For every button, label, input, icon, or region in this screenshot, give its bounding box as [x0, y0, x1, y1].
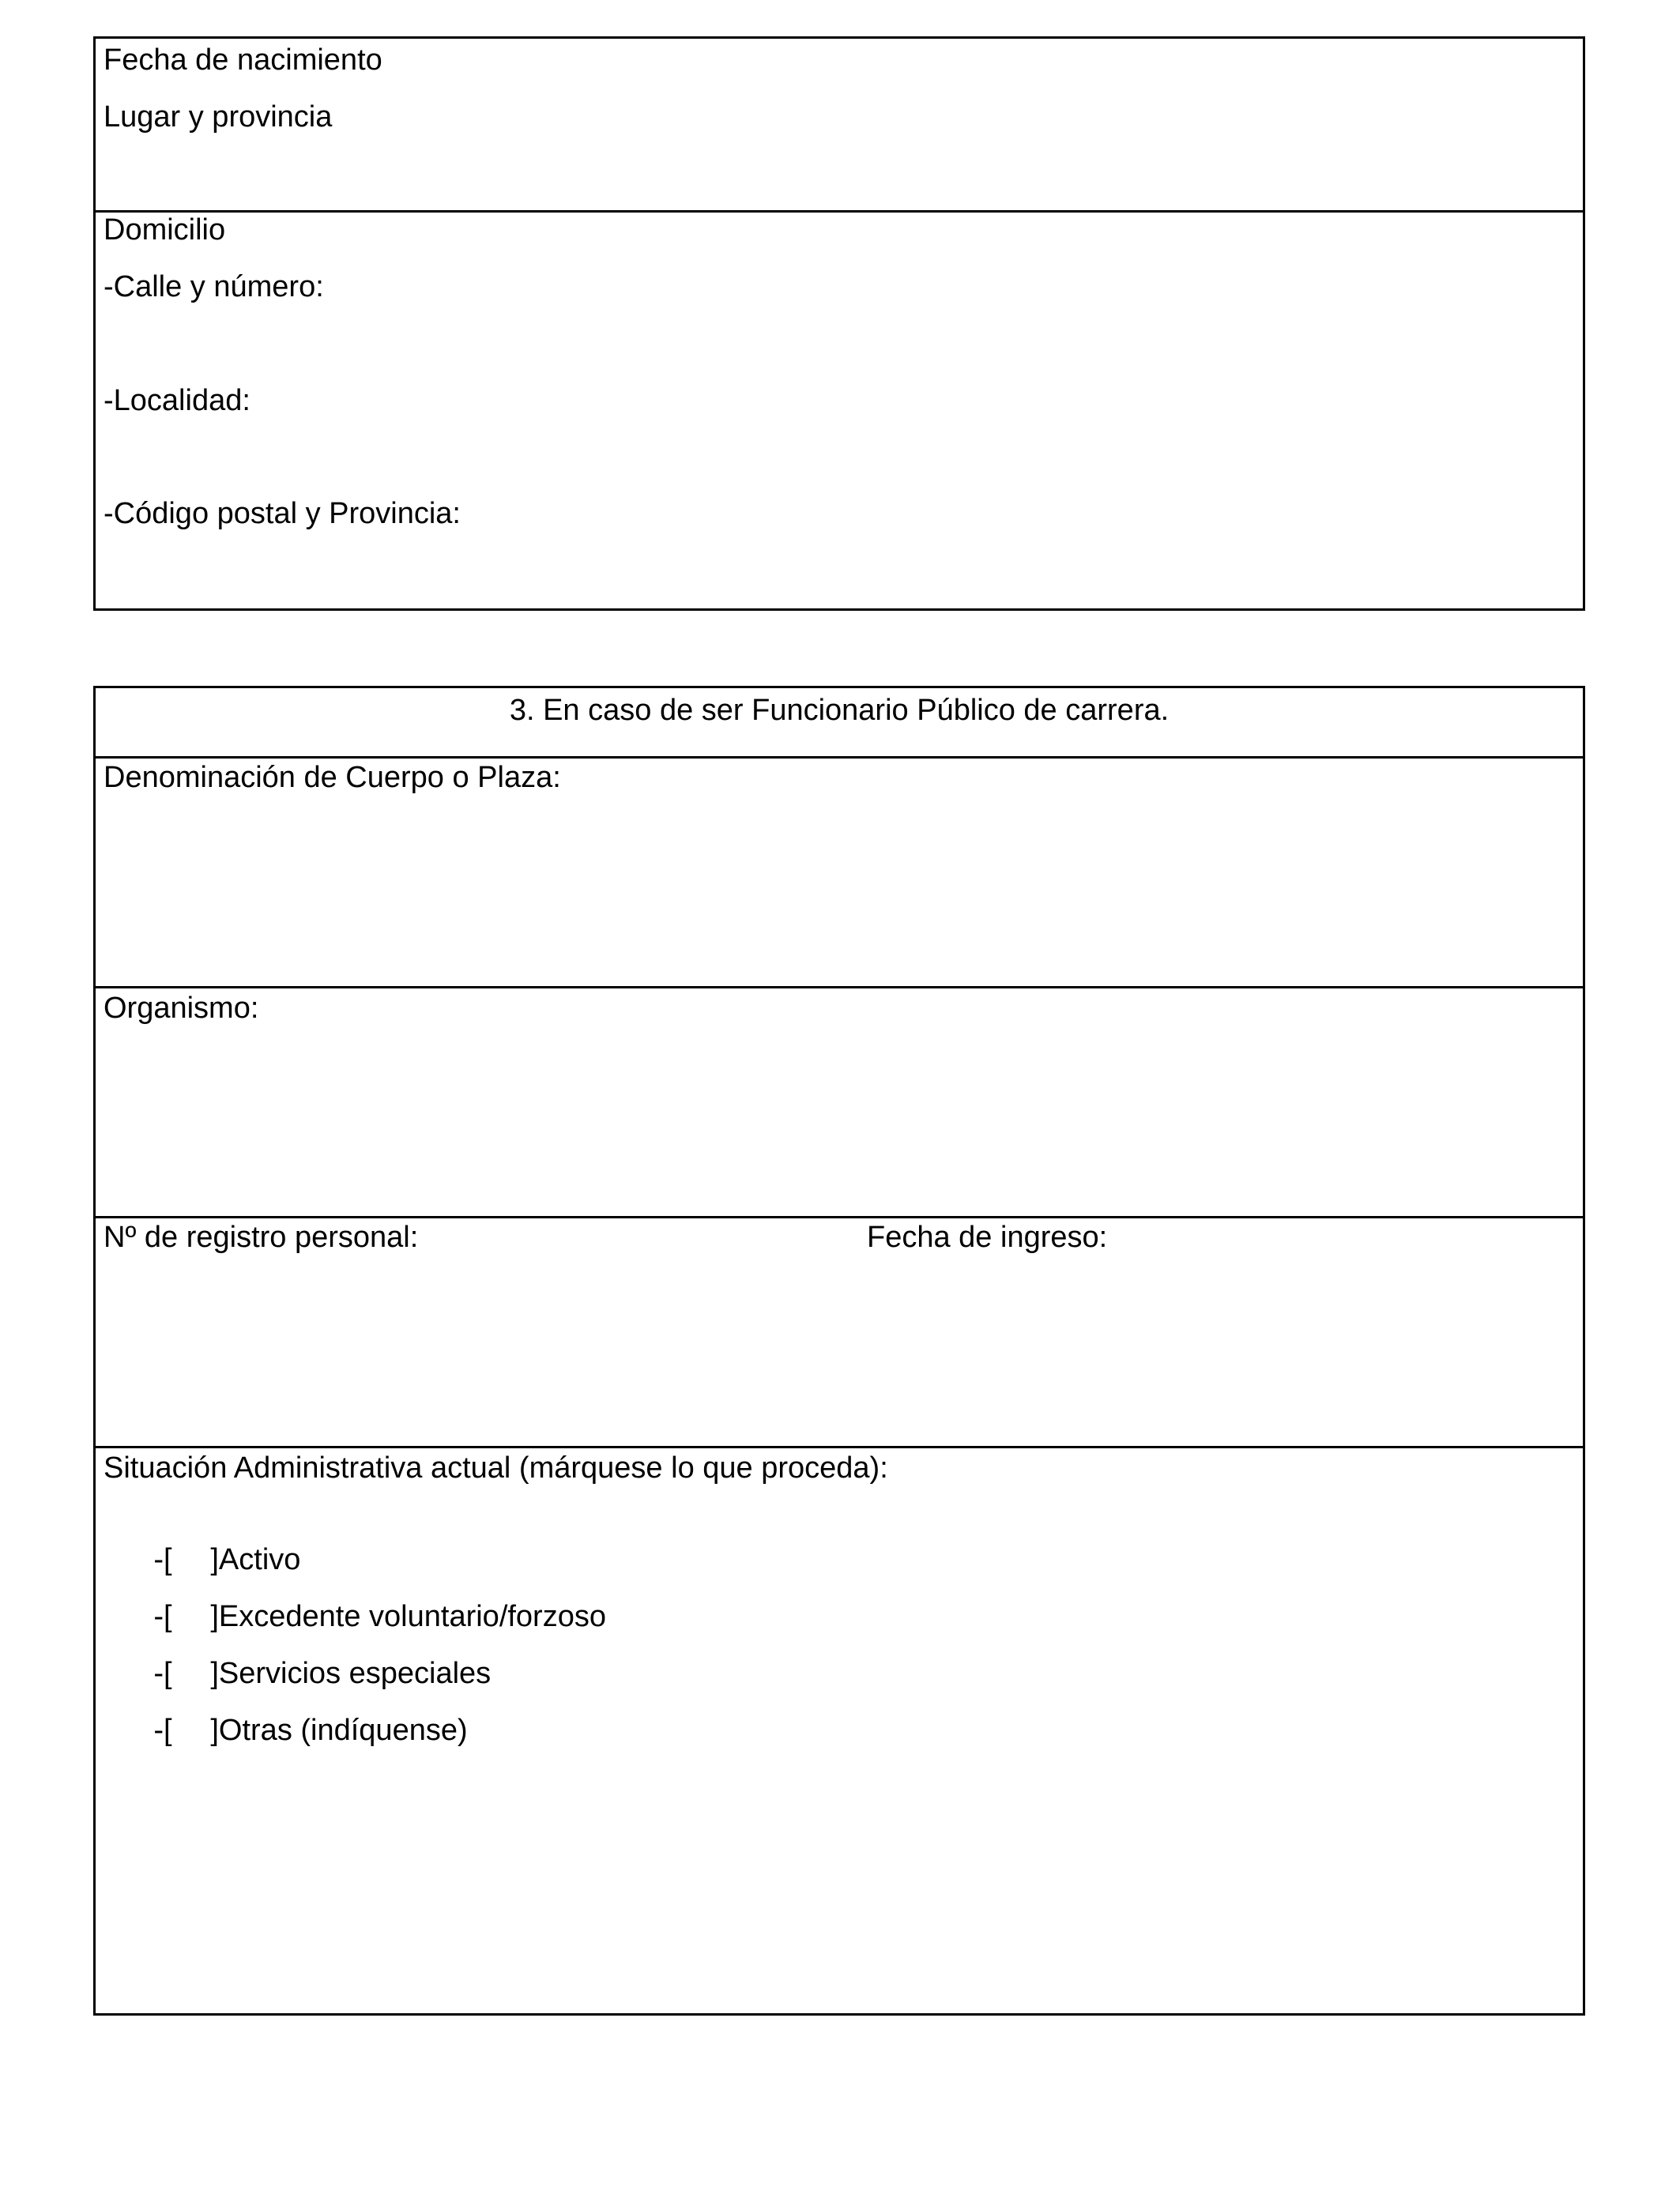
section-3-title: 3. En caso de ser Funcionario Público de carrera.	[509, 694, 1170, 727]
situacion-administrativa-title: Situación Administrativa actual (márquese lo que proceda):	[104, 1451, 888, 1485]
cuerpo-plaza-cell	[96, 759, 1583, 988]
domicilio-title: Domicilio	[104, 213, 226, 247]
calle-numero-label: -Calle y número:	[104, 270, 324, 303]
checkbox-bracket[interactable]: -[	[153, 1600, 172, 1633]
option-label: ]Servicios especiales	[210, 1657, 492, 1690]
registro-ingreso-cell	[96, 1218, 1583, 1448]
registro-personal-label: Nº de registro personal:	[104, 1221, 419, 1254]
birth-cell	[96, 39, 1583, 213]
fecha-nacimiento-label: Fecha de nacimiento	[104, 43, 382, 77]
domicilio-cell	[96, 213, 1583, 608]
fecha-ingreso-label: Fecha de ingreso:	[867, 1221, 1108, 1254]
organismo-label: Organismo:	[104, 992, 259, 1025]
lugar-provincia-label: Lugar y provincia	[104, 100, 333, 134]
funcionario-box	[93, 686, 1585, 2016]
checkbox-bracket[interactable]: -[	[153, 1714, 172, 1747]
checkbox-bracket[interactable]: -[	[153, 1657, 172, 1690]
option-label: ]Otras (indíquense)	[210, 1714, 468, 1747]
denominacion-cuerpo-plaza-label: Denominación de Cuerpo o Plaza:	[104, 761, 561, 794]
organismo-cell	[96, 988, 1583, 1218]
situacion-administrativa-cell	[96, 1448, 1583, 2013]
personal-data-box	[93, 36, 1585, 611]
option-otras[interactable]	[104, 1678, 468, 1783]
checkbox-bracket[interactable]: -[	[153, 1543, 172, 1576]
codigo-postal-provincia-label: -Código postal y Provincia:	[104, 497, 461, 530]
funcionario-header-cell	[96, 688, 1583, 759]
option-label: ]Excedente voluntario/forzoso	[210, 1600, 606, 1633]
localidad-label: -Localidad:	[104, 384, 250, 417]
option-label: ]Activo	[210, 1543, 301, 1576]
